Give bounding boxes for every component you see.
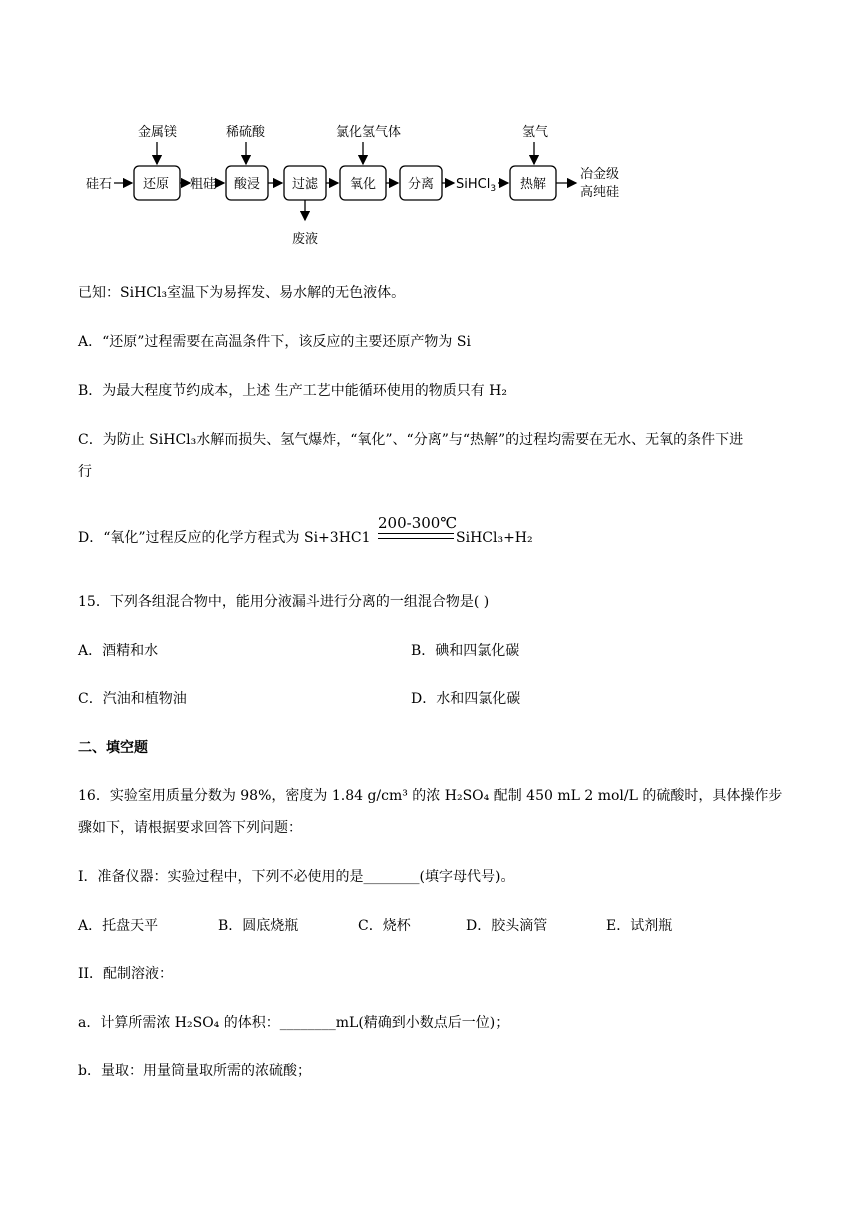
section-heading: 二、填空题 xyxy=(78,740,148,756)
step-filter: 过滤 xyxy=(292,177,319,192)
q16-option-c: C．烧杯 xyxy=(358,918,411,934)
start-label: 硅石 xyxy=(86,177,113,192)
q14-option-c-line1: C．为防止 SiHCl₃水解而损失、氢气爆炸，“氧化”、“分离”与“热解”的过程均需要在无水、无氧的条件下进 xyxy=(78,432,744,448)
q16-option-a: A．托盘天平 xyxy=(78,918,159,934)
q16-option-d: D．胶头滴管 xyxy=(466,918,548,934)
step-oxidize: 氧化 xyxy=(350,177,377,192)
input-h2: 氢气 xyxy=(522,125,549,140)
q16-option-e: E．试剂瓶 xyxy=(606,918,673,934)
known-condition: 已知：SiHCl₃室温下为易挥发、易水解的无色液体。 xyxy=(78,285,406,301)
q16-step-b: b．量取：用量筒量取所需的浓硫酸； xyxy=(78,1063,311,1079)
q16-stem-line2: 骤如下，请根据要求回答下列问题： xyxy=(78,820,302,836)
q15-option-c: C．汽油和植物油 xyxy=(78,691,187,707)
equals-sign xyxy=(378,533,454,539)
process-flowchart xyxy=(80,118,640,258)
step-separate: 分离 xyxy=(408,177,435,192)
input-hcl: 氯化氢气体 xyxy=(336,125,402,140)
q15-option-b: B．碘和四氯化碳 xyxy=(411,643,520,659)
input-h2so4: 稀硫酸 xyxy=(226,125,266,140)
flowchart-svg xyxy=(80,118,640,258)
q15-option-a: A．酒精和水 xyxy=(78,643,159,659)
q14-option-a: A．“还原”过程需要在高温条件下，该反应的主要还原产物为 Si xyxy=(78,334,471,350)
reaction-condition: 200-300℃ xyxy=(378,514,458,532)
waste-label: 废液 xyxy=(292,232,319,247)
q15-option-d: D．水和四氯化碳 xyxy=(411,691,521,707)
sihcl3-label: SiHCl$_3$ xyxy=(456,177,497,194)
q14-option-c-line2: 行 xyxy=(78,464,92,480)
input-mg: 金属镁 xyxy=(138,125,178,140)
crude-si-label: 粗硅 xyxy=(190,177,217,192)
q14-option-d-suffix: SiHCl₃+H₂ xyxy=(456,530,533,546)
step-acid-leach: 酸浸 xyxy=(234,177,261,192)
q16-option-b: B．圆底烧瓶 xyxy=(218,918,299,934)
q14-option-d-prefix: D．“氧化”过程反应的化学方程式为 Si+3HC1 xyxy=(78,530,371,546)
q16-part1: I．准备仪器：实验过程中，下列不必使用的是________(填字母代号)。 xyxy=(78,869,515,885)
q16-step-a: a．计算所需浓 H₂SO₄ 的体积：________mL(精确到小数点后一位)； xyxy=(78,1015,510,1031)
step-pyrolysis: 热解 xyxy=(520,177,547,192)
product-line1: 冶金级 xyxy=(580,167,620,182)
q15-stem: 15．下列各组混合物中，能用分液漏斗进行分离的一组混合物是( ) xyxy=(78,594,490,610)
q14-option-b: B．为最大程度节约成本，上述 生产工艺中能循环使用的物质只有 H₂ xyxy=(78,383,508,399)
q16-stem-line1: 16．实验室用质量分数为 98%，密度为 1.84 g/cm³ 的浓 H₂SO₄ 配制 450 mL 2 mol/L 的硫酸时，具体操作步 xyxy=(78,788,783,804)
product-line2: 高纯硅 xyxy=(580,185,620,200)
q16-part2: II．配制溶液： xyxy=(78,966,174,982)
step-reduce: 还原 xyxy=(143,177,170,192)
